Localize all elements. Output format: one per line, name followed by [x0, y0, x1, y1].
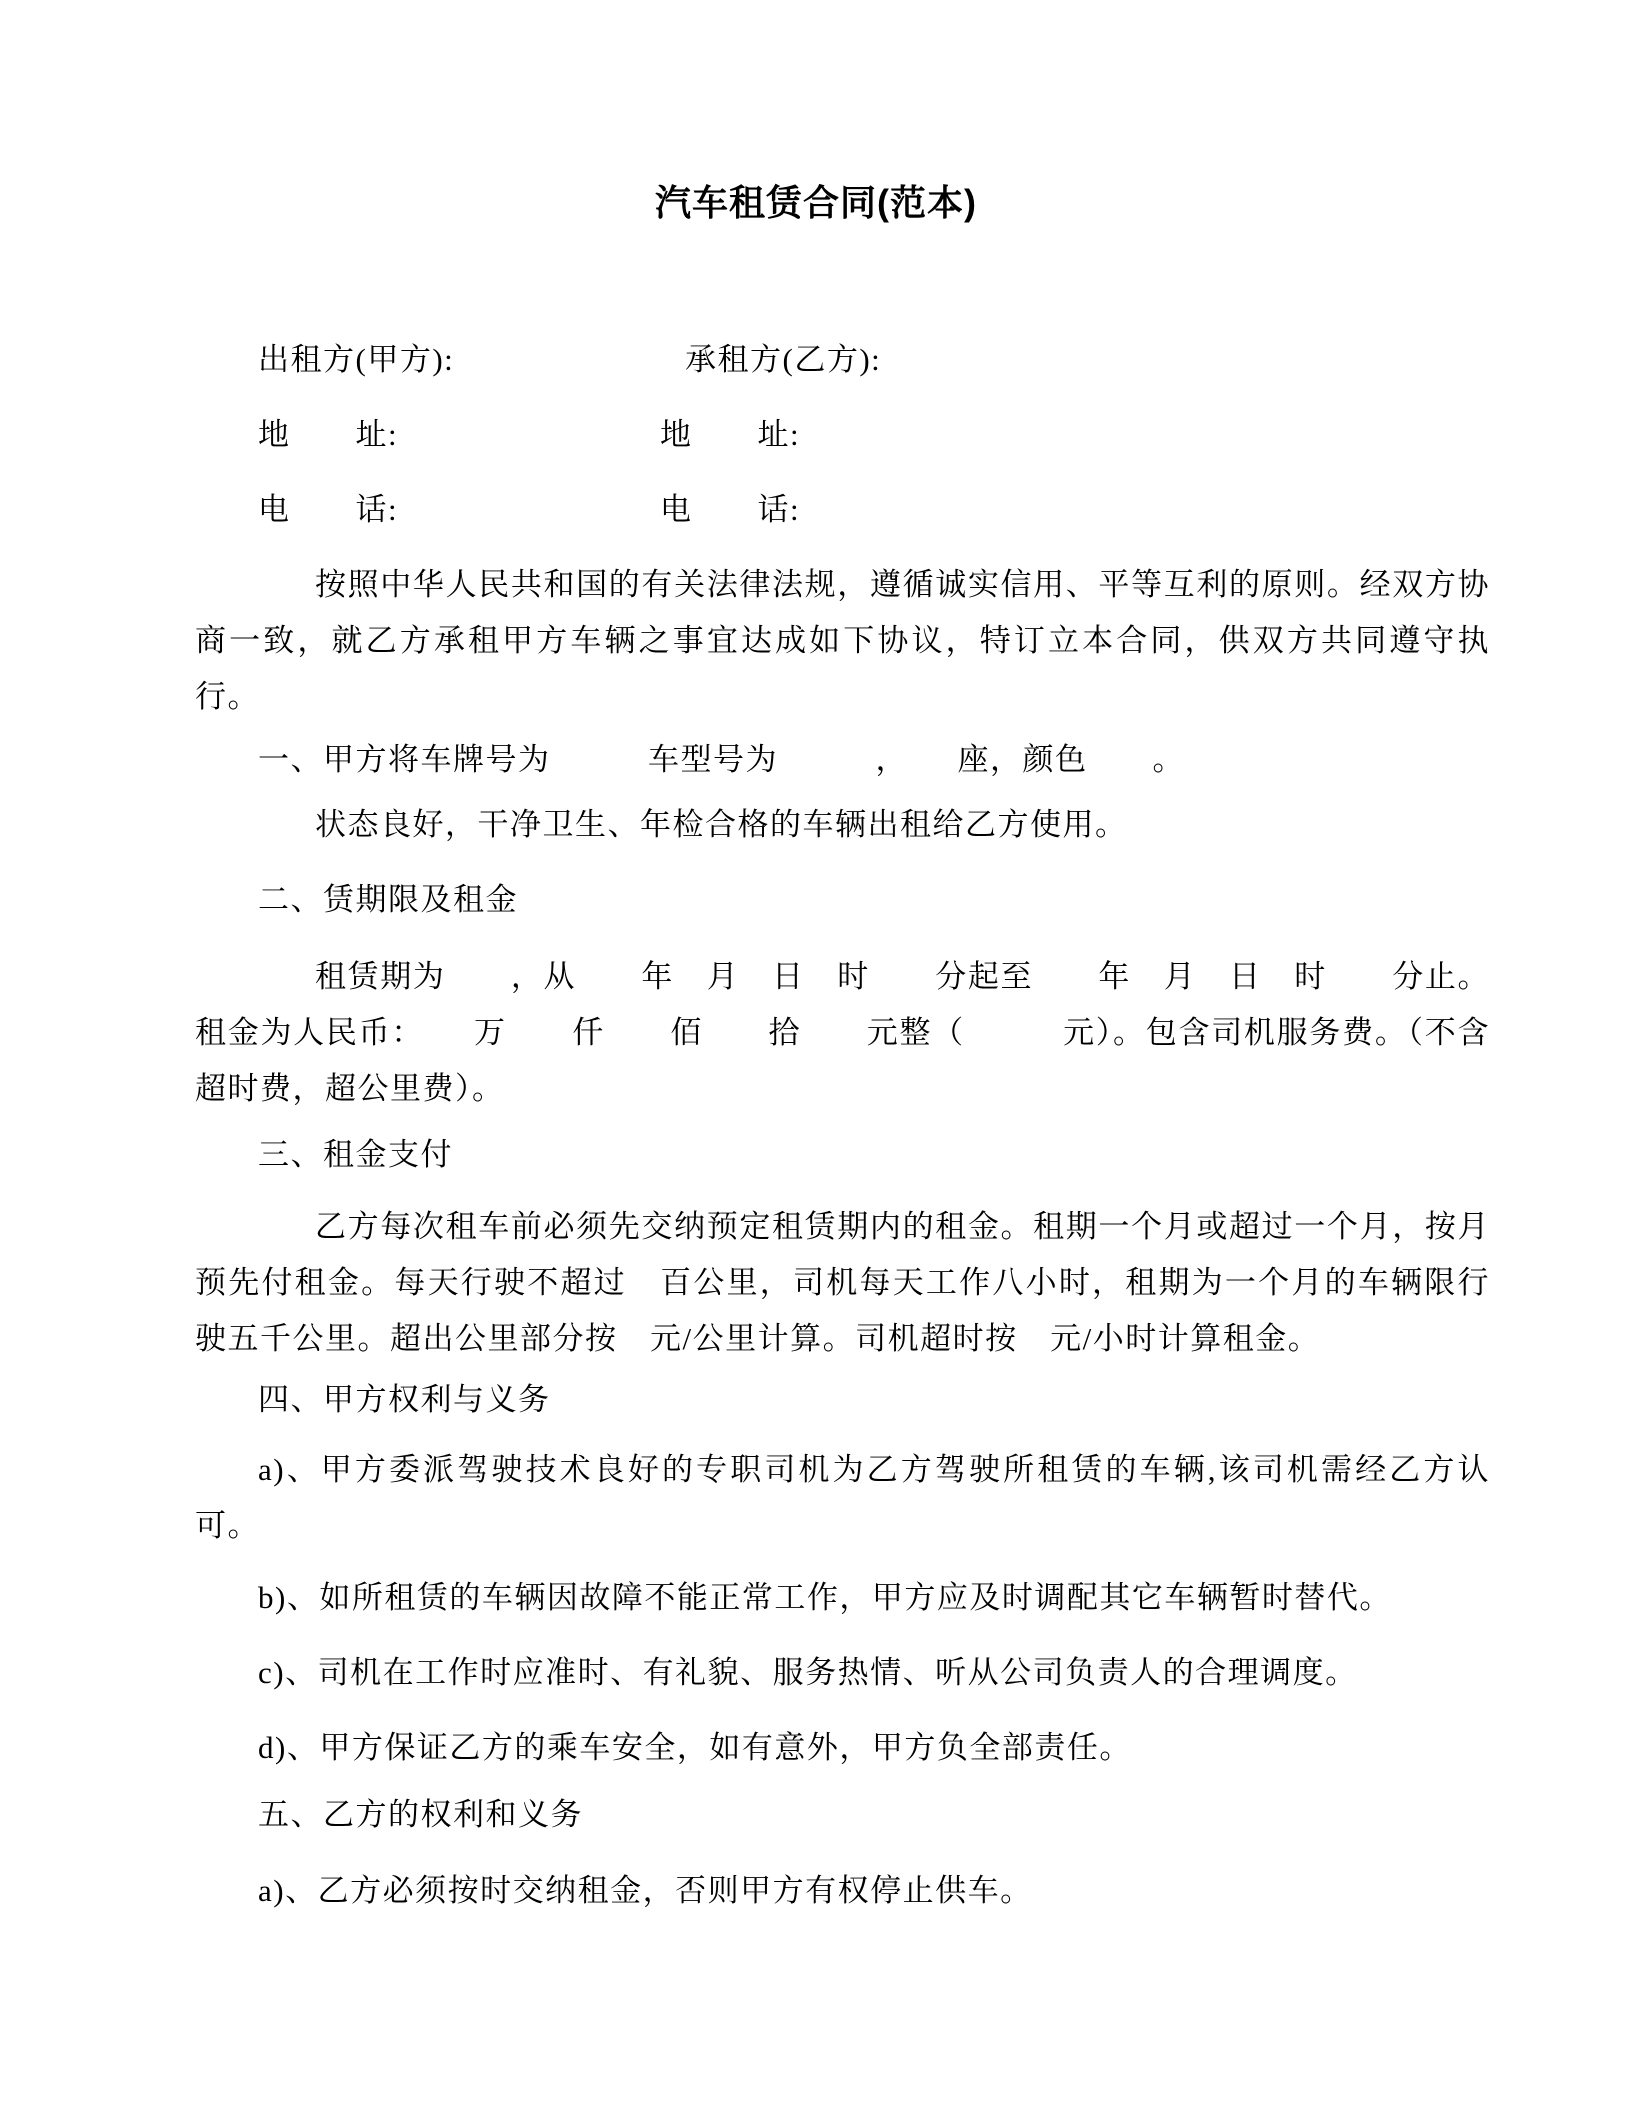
- contract-title: 汽车租赁合同(范本): [655, 182, 977, 223]
- lessee-address-label: 地 址:: [660, 417, 801, 452]
- intro-paragraph: 按照中华人民共和国的有关法律法规，遵循诚实信用、平等互利的原则。经双方协商一致，就乙方承租甲方车辆之事宜达成如下协议，特订立本合同，供双方共同遵守执行。: [195, 567, 1490, 714]
- clause-2-text: 租赁期为 ，从 年 月 日 时 分起至 年 月 日 时 分止。租金为人民币： 万 仟 佰 拾 元整（ 元）。包含司机服务费。（不含超时费，超公里费）。: [195, 959, 1490, 1106]
- lessor-address-label: 地 址:: [258, 417, 399, 452]
- lessee-label: 承租方(乙方):: [685, 342, 882, 377]
- contract-body: [195, 0, 1490, 2112]
- clause-4-item-d: d)、甲方保证乙方的乘车安全，如有意外，甲方负全部责任。: [258, 1730, 1132, 1765]
- lessor-phone-label: 电 话:: [258, 492, 399, 527]
- clause-1-note: 状态良好，干净卫生、年检合格的车辆出租给乙方使用。: [315, 807, 1128, 842]
- clause-1-line: 一、甲方将车牌号为 车型号为 ， 座，颜色 。: [258, 742, 1185, 777]
- lessor-label: 出租方(甲方):: [258, 342, 455, 377]
- clause-5-item-a: a)、乙方必须按时交纳租金，否则甲方有权停止供车。: [258, 1873, 1033, 1908]
- clause-3-heading: 三、租金支付: [258, 1137, 453, 1172]
- clause-5-heading: 五、乙方的权利和义务: [258, 1797, 583, 1832]
- clause-3-text: 乙方每次租车前必须先交纳预定租赁期内的租金。租期一个月或超过一个月，按月预先付租金。每天行驶不超过 百公里，司机每天工作八小时，租期为一个月的车辆限行驶五千公里。超出公里部分按 元/公里计算。司机超时按 元/小时计算租金。: [195, 1209, 1490, 1356]
- clause-4-item-c: c)、司机在工作时应准时、有礼貌、服务热情、听从公司负责人的合理调度。: [258, 1655, 1358, 1690]
- clause-4-item-a: a)、甲方委派驾驶技术良好的专职司机为乙方驾驶所租赁的车辆,该司机需经乙方认可。: [195, 1452, 1490, 1543]
- clause-4-heading: 四、甲方权利与义务: [258, 1382, 551, 1417]
- lessee-phone-label: 电 话:: [660, 492, 801, 527]
- clause-4-item-b: b)、如所租赁的车辆因故障不能正常工作，甲方应及时调配其它车辆暂时替代。: [258, 1580, 1392, 1615]
- clause-2-heading: 二、赁期限及租金: [258, 882, 518, 917]
